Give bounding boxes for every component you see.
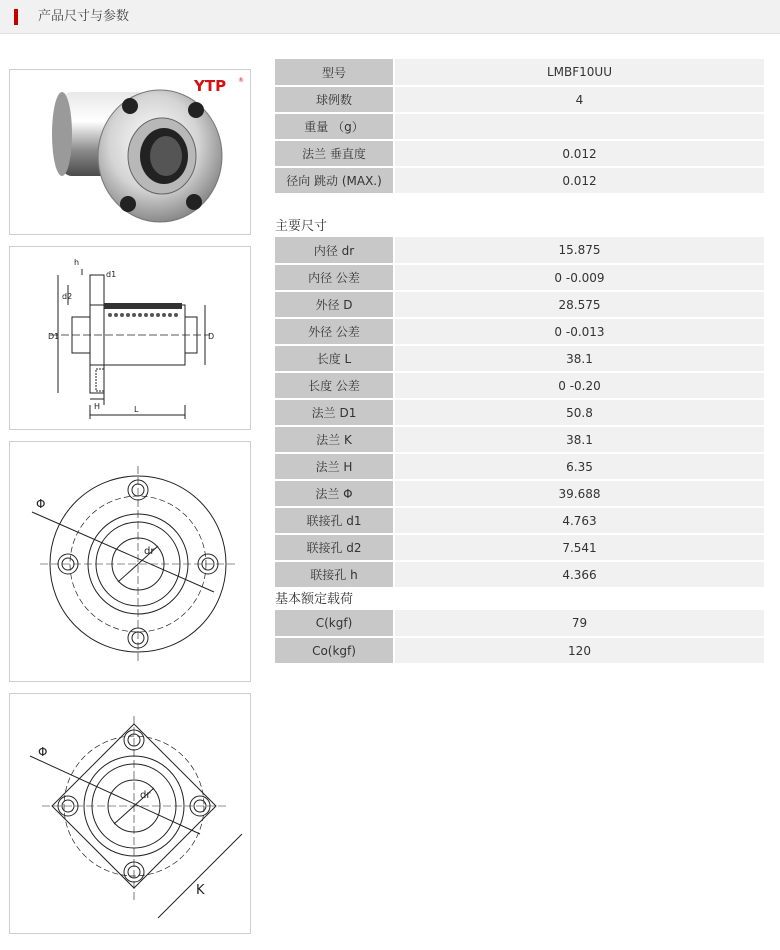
dim-label-dr: dr [140, 790, 151, 801]
table-row [275, 237, 764, 264]
dim-value: 0 -0.009 [394, 264, 764, 291]
load-key: C(kgf) [275, 610, 394, 637]
table-row [275, 264, 764, 291]
param-value: 0.012 [394, 140, 764, 167]
table-row [275, 480, 764, 507]
brand-reg-mark: ® [238, 77, 244, 84]
dim-key: 联接孔 d2 [275, 534, 394, 561]
load-value: 79 [394, 610, 764, 637]
dim-value: 50.8 [394, 399, 764, 426]
section-header [0, 0, 780, 34]
dim-label-h: h [74, 258, 80, 267]
table-row [275, 86, 764, 113]
load-value: 120 [394, 637, 764, 664]
table-row [275, 372, 764, 399]
load-title: 基本额定载荷 [275, 592, 354, 607]
dim-label-L: L [134, 405, 139, 414]
dim-key: 外径 公差 [275, 318, 394, 345]
param-value [394, 113, 764, 140]
dim-key: 法兰 K [275, 426, 394, 453]
param-key: 球例数 [275, 86, 394, 113]
mount-hole [188, 102, 204, 118]
table-row [275, 534, 764, 561]
param-value: 4 [394, 86, 764, 113]
param-key: 径向 跳动 (MAX.) [275, 167, 394, 194]
dim-value: 6.35 [394, 453, 764, 480]
main-dims-title: 主要尺寸 [275, 219, 328, 234]
table-row [275, 507, 764, 534]
load-key: Co(kgf) [275, 637, 394, 664]
dim-key: 联接孔 h [275, 561, 394, 588]
dim-key: 长度 公差 [275, 372, 394, 399]
params-table [275, 59, 764, 195]
table-row [275, 561, 764, 588]
load-table [275, 610, 764, 665]
dim-value: 38.1 [394, 426, 764, 453]
dim-key: 联接孔 d1 [275, 507, 394, 534]
dim-value: 28.575 [394, 291, 764, 318]
param-value: LMBF10UU [394, 59, 764, 86]
param-key: 法兰 垂直度 [275, 140, 394, 167]
section-title: 产品尺寸与参数 [38, 9, 130, 24]
dim-key: 长度 L [275, 345, 394, 372]
product-photo [9, 69, 251, 235]
mount-hole [120, 196, 136, 212]
dim-label-phi: Φ [38, 745, 48, 759]
brand-logo: YTP [194, 77, 227, 95]
table-row [275, 453, 764, 480]
dim-key: 外径 D [275, 291, 394, 318]
table-row [275, 399, 764, 426]
dim-key: 法兰 Φ [275, 480, 394, 507]
dim-value: 15.875 [394, 237, 764, 264]
table-row [275, 345, 764, 372]
dim-label-dr: dr [144, 546, 155, 557]
mount-hole [186, 194, 202, 210]
round-flange-drawing [9, 441, 251, 682]
dim-key: 内径 公差 [275, 264, 394, 291]
dim-value: 38.1 [394, 345, 764, 372]
dim-value: 4.366 [394, 561, 764, 588]
side-section-drawing [9, 246, 251, 430]
param-value: 0.012 [394, 167, 764, 194]
table-row [275, 140, 764, 167]
table-row [275, 637, 764, 664]
dim-value: 0 -0.20 [394, 372, 764, 399]
table-row [275, 426, 764, 453]
param-key: 型号 [275, 59, 394, 86]
table-row [275, 291, 764, 318]
main-dims-table [275, 237, 764, 589]
dim-label-d2: d2 [62, 292, 73, 301]
table-row [275, 113, 764, 140]
dim-key: 法兰 D1 [275, 399, 394, 426]
dim-label-phi: Φ [36, 497, 46, 511]
dim-label-D: D [208, 332, 215, 341]
dim-key: 内径 dr [275, 237, 394, 264]
table-row [275, 59, 764, 86]
table-row [275, 610, 764, 637]
dim-label-d1: d1 [106, 270, 117, 279]
dim-value: 39.688 [394, 480, 764, 507]
dim-label-D1: D1 [48, 332, 60, 341]
dim-label-H: H [94, 402, 101, 411]
table-row [275, 167, 764, 194]
dim-key: 法兰 H [275, 453, 394, 480]
dim-label-K: K [196, 883, 205, 898]
dim-value: 7.541 [394, 534, 764, 561]
header-accent-bar [14, 9, 18, 25]
mount-hole [122, 98, 138, 114]
dim-value: 0 -0.013 [394, 318, 764, 345]
square-flange-drawing [9, 693, 251, 934]
param-key: 重量 （g） [275, 113, 394, 140]
dim-value: 4.763 [394, 507, 764, 534]
table-row [275, 318, 764, 345]
